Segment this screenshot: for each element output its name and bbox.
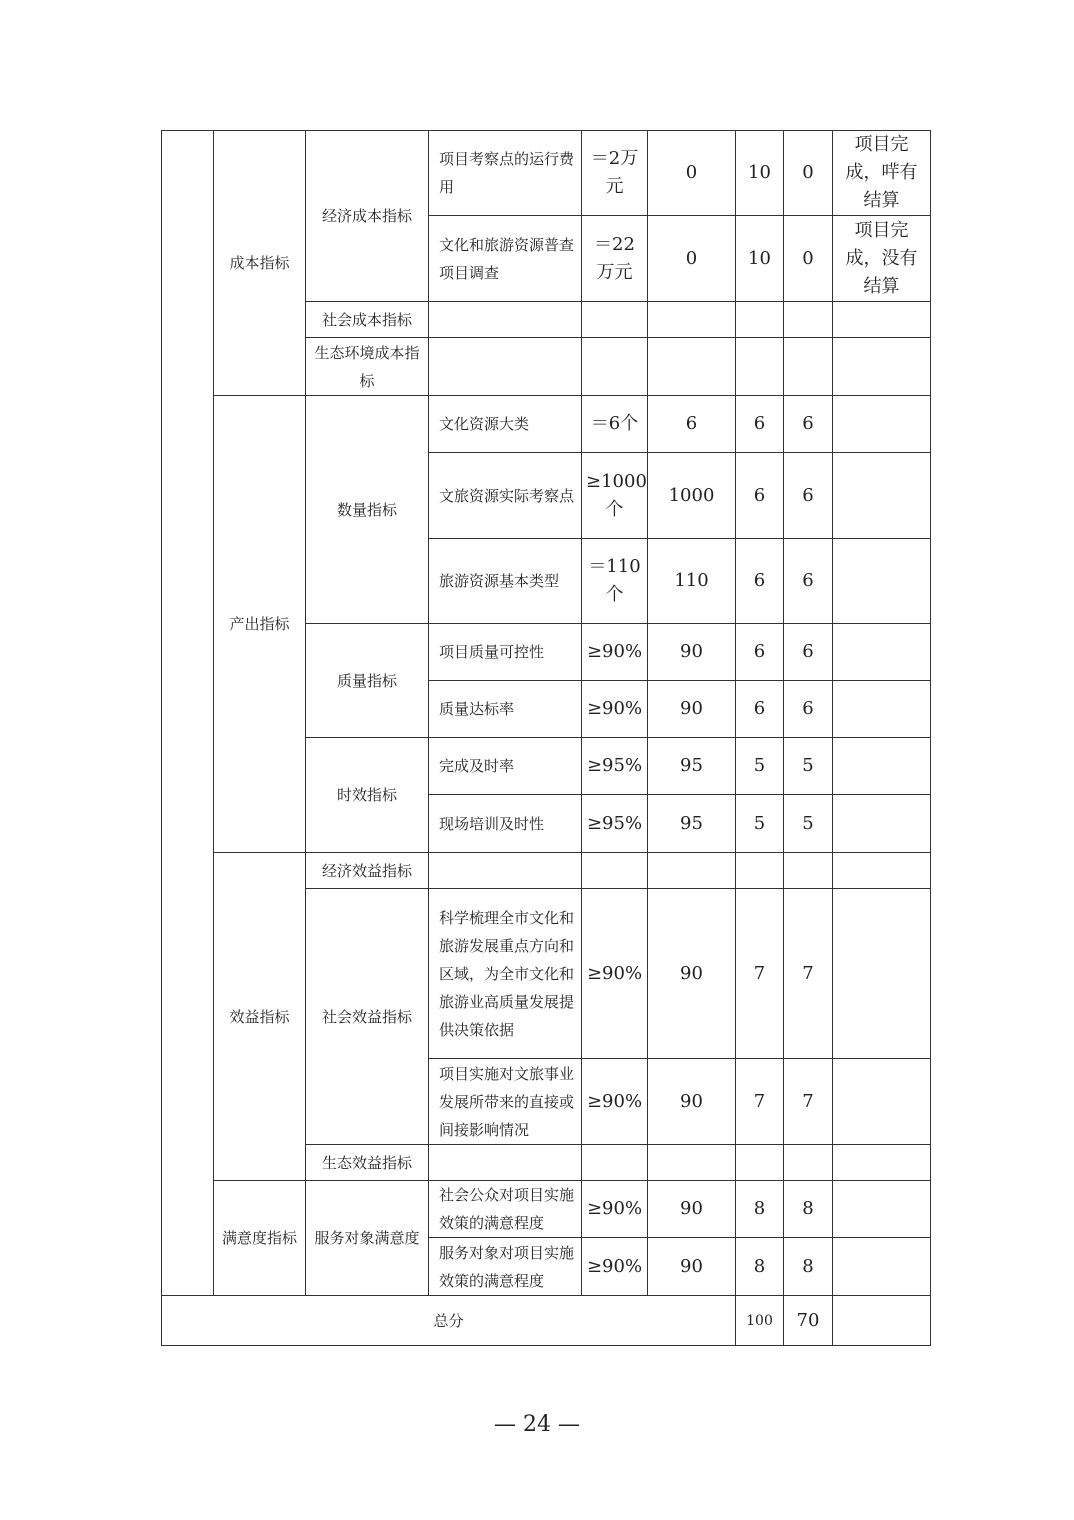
category-cell: 产出指标 [214, 396, 306, 853]
actual-cell: 95 [648, 795, 736, 853]
blank-cell [648, 338, 736, 396]
actual-cell: 90 [648, 624, 736, 681]
blank-cell [582, 1145, 648, 1181]
performance-table [161, 130, 931, 1346]
page-number: — 24 — [494, 1412, 580, 1437]
indicator-cell: 文化资源大类 [429, 396, 582, 453]
weight-cell: 6 [736, 396, 784, 453]
target-cell: ≥90% [582, 889, 648, 1059]
blank-cell [582, 302, 648, 338]
blank-cell [429, 302, 582, 338]
actual-cell: 90 [648, 681, 736, 738]
target-cell: ≥95% [582, 795, 648, 853]
subcategory-cell: 经济成本指标 [306, 131, 429, 302]
score-cell: 7 [784, 1059, 833, 1145]
blank-cell [833, 338, 931, 396]
score-cell: 8 [784, 1238, 833, 1296]
note-cell: 项目完成，哶有结算 [833, 131, 931, 216]
actual-cell: 95 [648, 738, 736, 795]
weight-cell: 10 [736, 131, 784, 216]
blank-cell [833, 302, 931, 338]
note-cell [833, 624, 931, 681]
indicator-cell: 项目考察点的运行费用 [429, 131, 582, 216]
blank-cell [784, 302, 833, 338]
note-cell [833, 1238, 931, 1296]
blank-cell [162, 131, 214, 1296]
score-cell: 6 [784, 396, 833, 453]
blank-cell [784, 853, 833, 889]
indicator-cell: 社会公众对项目实施效策的满意程度 [429, 1181, 582, 1238]
weight-cell: 5 [736, 795, 784, 853]
subcategory-cell: 社会成本指标 [306, 302, 429, 338]
actual-cell: 6 [648, 396, 736, 453]
weight-cell: 6 [736, 624, 784, 681]
subcategory-cell: 生态环境成本指标 [306, 338, 429, 396]
actual-cell: 90 [648, 1181, 736, 1238]
table-row [162, 131, 931, 216]
blank-cell [429, 1145, 582, 1181]
note-cell [833, 889, 931, 1059]
target-cell: ＝110个 [582, 539, 648, 624]
blank-cell [784, 338, 833, 396]
blank-cell [736, 1145, 784, 1181]
target-cell: ≥90% [582, 624, 648, 681]
weight-cell: 7 [736, 1059, 784, 1145]
blank-cell [429, 338, 582, 396]
subcategory-cell: 数量指标 [306, 396, 429, 624]
note-cell [833, 539, 931, 624]
subcategory-cell: 生态效益指标 [306, 1145, 429, 1181]
target-cell: ≥90% [582, 1181, 648, 1238]
weight-cell: 8 [736, 1181, 784, 1238]
blank-cell [648, 302, 736, 338]
table-row [162, 853, 931, 889]
score-cell: 0 [784, 131, 833, 216]
total-weight: 100 [736, 1296, 784, 1346]
indicator-cell: 完成及时率 [429, 738, 582, 795]
indicator-cell: 项目实施对文旅事业发展所带来的直接或间接影响情况 [429, 1059, 582, 1145]
blank-cell [736, 853, 784, 889]
indicator-cell: 文化和旅游资源普查项目调查 [429, 216, 582, 302]
indicator-cell: 文旅资源实际考察点 [429, 453, 582, 539]
target-cell: ＝22万元 [582, 216, 648, 302]
table-row [162, 396, 931, 453]
score-cell: 0 [784, 216, 833, 302]
score-cell: 5 [784, 795, 833, 853]
blank-cell [648, 1145, 736, 1181]
weight-cell: 10 [736, 216, 784, 302]
note-cell [833, 1059, 931, 1145]
subcategory-cell: 社会效益指标 [306, 889, 429, 1145]
weight-cell: 6 [736, 453, 784, 539]
table-row [162, 1181, 931, 1238]
note-cell [833, 795, 931, 853]
subcategory-cell: 时效指标 [306, 738, 429, 853]
indicator-cell: 科学梳理全市文化和旅游发展重点方向和区域，为全市文化和旅游业高质量发展提供决策依据 [429, 889, 582, 1059]
blank-cell [833, 1296, 931, 1346]
blank-cell [833, 853, 931, 889]
indicator-cell: 现场培训及时性 [429, 795, 582, 853]
target-cell: ＝2万元 [582, 131, 648, 216]
blank-cell [736, 338, 784, 396]
blank-cell [582, 338, 648, 396]
note-cell [833, 738, 931, 795]
score-cell: 6 [784, 624, 833, 681]
score-cell: 5 [784, 738, 833, 795]
total-row [162, 1296, 931, 1346]
score-cell: 6 [784, 453, 833, 539]
blank-cell [784, 1145, 833, 1181]
weight-cell: 6 [736, 539, 784, 624]
actual-cell: 0 [648, 216, 736, 302]
blank-cell [736, 302, 784, 338]
total-label: 总分 [162, 1296, 736, 1346]
indicator-cell: 旅游资源基本类型 [429, 539, 582, 624]
weight-cell: 6 [736, 681, 784, 738]
target-cell: ≥95% [582, 738, 648, 795]
weight-cell: 5 [736, 738, 784, 795]
note-cell [833, 681, 931, 738]
score-cell: 8 [784, 1181, 833, 1238]
weight-cell: 7 [736, 889, 784, 1059]
blank-cell [833, 1145, 931, 1181]
subcategory-cell: 经济效益指标 [306, 853, 429, 889]
total-score: 70 [784, 1296, 833, 1346]
actual-cell: 110 [648, 539, 736, 624]
category-cell: 满意度指标 [214, 1181, 306, 1296]
actual-cell: 0 [648, 131, 736, 216]
blank-cell [429, 853, 582, 889]
indicator-cell: 项目质量可控性 [429, 624, 582, 681]
target-cell: ≥90% [582, 1059, 648, 1145]
target-cell: ≥90% [582, 681, 648, 738]
category-cell: 成本指标 [214, 131, 306, 396]
note-cell [833, 396, 931, 453]
target-cell: ≥90% [582, 1238, 648, 1296]
score-cell: 6 [784, 681, 833, 738]
note-cell [833, 1181, 931, 1238]
weight-cell: 8 [736, 1238, 784, 1296]
actual-cell: 90 [648, 1059, 736, 1145]
note-cell: 项目完成，没有结算 [833, 216, 931, 302]
indicator-cell: 服务对象对项目实施效策的满意程度 [429, 1238, 582, 1296]
subcategory-cell: 质量指标 [306, 624, 429, 738]
blank-cell [582, 853, 648, 889]
actual-cell: 1000 [648, 453, 736, 539]
indicator-cell: 质量达标率 [429, 681, 582, 738]
subcategory-cell: 服务对象满意度 [306, 1181, 429, 1296]
actual-cell: 90 [648, 1238, 736, 1296]
note-cell [833, 453, 931, 539]
score-cell: 6 [784, 539, 833, 624]
target-cell: ≥1000个 [582, 453, 648, 539]
target-cell: ＝6个 [582, 396, 648, 453]
actual-cell: 90 [648, 889, 736, 1059]
category-cell: 效益指标 [214, 853, 306, 1181]
score-cell: 7 [784, 889, 833, 1059]
blank-cell [648, 853, 736, 889]
